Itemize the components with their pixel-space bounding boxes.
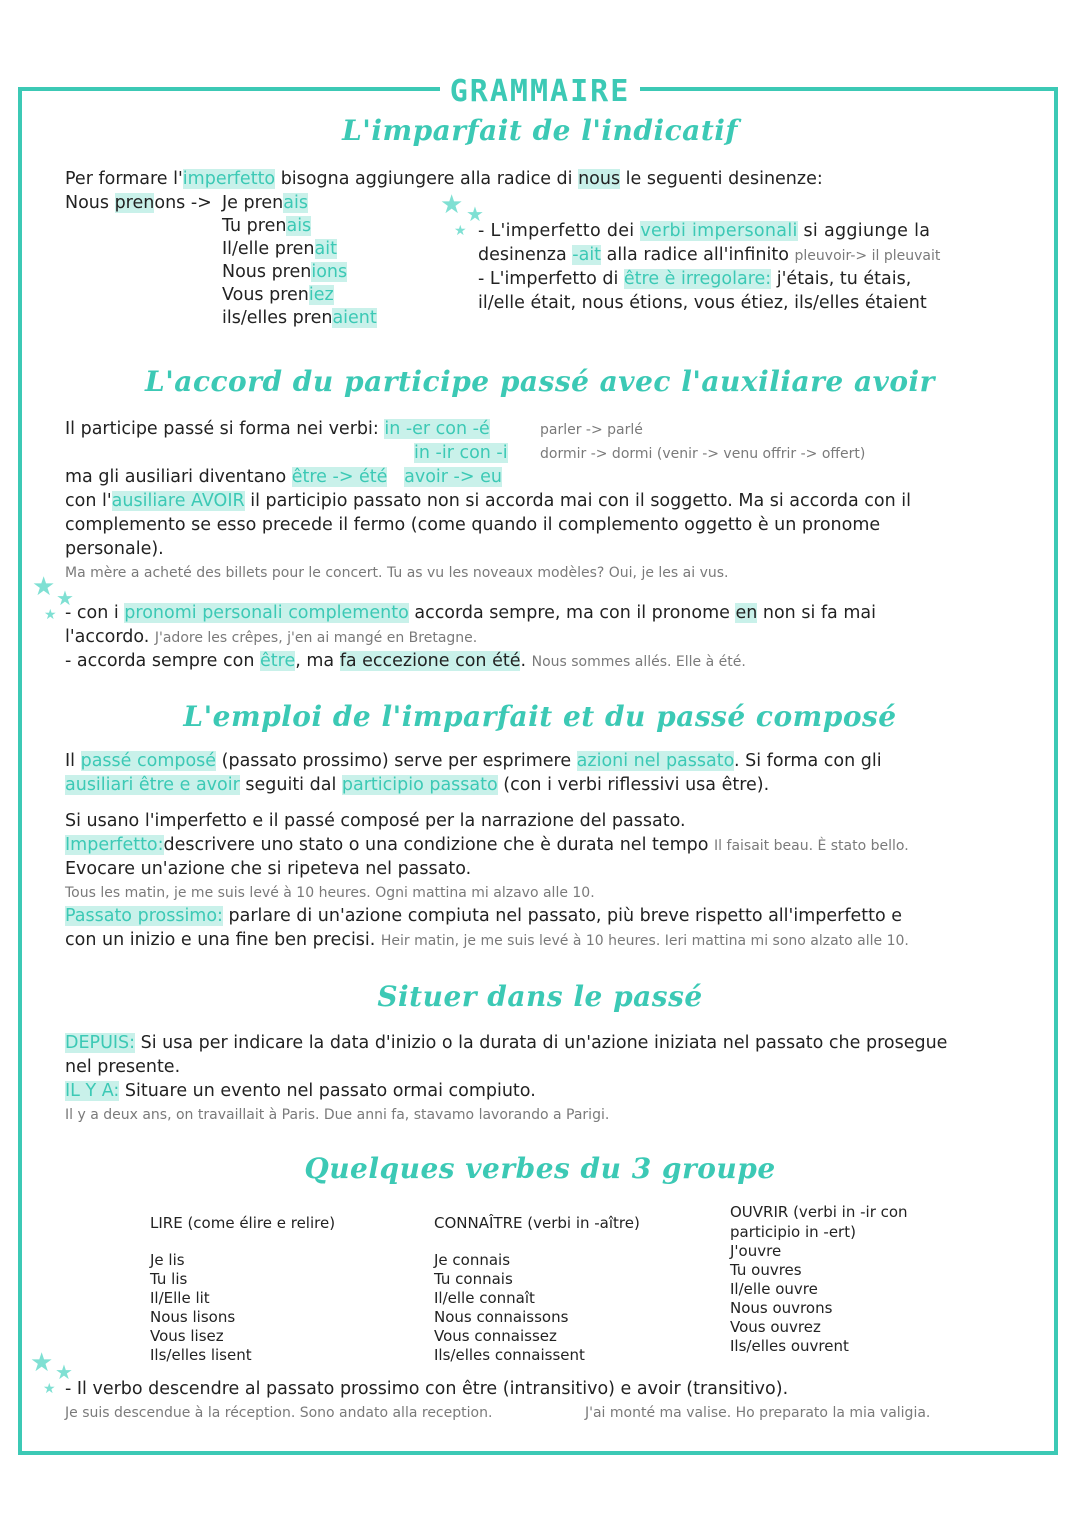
conj-row: Tu prenais: [222, 216, 312, 236]
star-icon: ★: [466, 202, 484, 226]
s3-passato-prossimo: Passato prossimo: parlare di un'azione compiuta nel passato, più breve rispetto all'imperfetto e: [65, 906, 903, 926]
verb-form: Je connais: [434, 1251, 511, 1269]
verb-column-title: participio in -ert): [730, 1223, 856, 1241]
s3-passato-line2: con un inizio e una fine ben precisi. Heir matin, je me suis levé à 10 heures. Ieri mattina mi sono alzato alle 10.: [65, 930, 909, 950]
s1-note2: desinenza -ait alla radice all'infinito pleuvoir-> il pleuvait: [478, 245, 941, 265]
s2-bullet3: - accorda sempre con être, ma fa eccezione con été. Nous sommes allés. Elle à été.: [65, 651, 746, 671]
verb-form: Ils/elles lisent: [150, 1346, 252, 1364]
conj-row: ils/elles prenaient: [222, 308, 377, 328]
verb-form: Il/elle connaît: [434, 1289, 535, 1307]
verb-column-lire: [150, 1212, 335, 1365]
verb-form: Nous connaissons: [434, 1308, 569, 1326]
s2-line2: in -ir con -i: [414, 443, 508, 463]
s2-line4: con l'ausiliare AVOIR il participio passato non si accorda mai con il soggetto. Ma si accorda con il: [65, 491, 911, 511]
s5-example-2: J'ai monté ma valise. Ho preparato la mia valigia.: [585, 1405, 931, 1421]
s3-para3: Si usano l'imperfetto e il passé composé per la narrazione del passato.: [65, 811, 686, 831]
conj-row: Vous preniez: [222, 285, 334, 305]
verb-form: Je lis: [150, 1251, 185, 1269]
s2-line5: complemento se esso precede il fermo (come quando il complemento oggetto è un pronome: [65, 515, 881, 535]
section-heading-emploi: L'emploi de l'imparfait et du passé composé: [183, 700, 897, 733]
verb-column-title: LIRE (come élire e relire): [150, 1214, 336, 1232]
s2-bullet2: l'accordo. J'adore les crêpes, j'en ai mangé en Bretagne.: [65, 627, 478, 647]
s4-depuis-line2: nel presente.: [65, 1057, 181, 1077]
s4-example: Il y a deux ans, on travaillait à Paris. Due anni fa, stavamo lavorando a Parigi.: [65, 1107, 610, 1123]
conjugation-list: [222, 192, 377, 330]
s3-para2: ausiliari être e avoir seguiti dal participio passato (con i verbi riflessivi usa être).: [65, 775, 770, 795]
verb-form: Il/Elle lit: [150, 1289, 210, 1307]
conj-row: Il/elle prenait: [222, 239, 337, 259]
s3-example-matin: Tous les matin, je me suis levé à 10 heures. Ogni mattina mi alzavo alle 10.: [65, 885, 595, 901]
s1-note4: il/elle était, nous étions, vous étiez, ils/elles étaient: [478, 293, 927, 313]
verb-column-title: CONNAÎTRE (verbi in -aître): [434, 1214, 640, 1232]
star-icon: ★: [44, 607, 57, 623]
s1-nous-line: Nous prenons ->: [65, 193, 212, 213]
s5-note: - Il verbo descendre al passato prossimo con être (intransitivo) e avoir (transitivo).: [65, 1379, 789, 1399]
section-heading-situer: Situer dans le passé: [377, 980, 703, 1013]
star-icon: ★: [56, 586, 74, 610]
s3-imperfetto: Imperfetto:descrivere uno stato o una condizione che è durata nel tempo Il faisait beau. È stato bello.: [65, 835, 909, 855]
verb-form: Nous ouvrons: [730, 1299, 833, 1317]
verb-form: Nous lisons: [150, 1308, 236, 1326]
s2-bullet1: - con i pronomi personali complemento accorda sempre, ma con il pronome en non si fa mai: [65, 603, 876, 623]
s2-example-parler: parler -> parlé: [540, 422, 643, 438]
s2-line1: Il participe passé si forma nei verbi: in -er con -é: [65, 419, 490, 439]
verb-form: Tu ouvres: [730, 1261, 802, 1279]
star-icon: ★: [30, 1348, 54, 1378]
verb-column-connaitre: [434, 1212, 640, 1365]
s2-example: Ma mère a acheté des billets pour le concert. Tu as vu les noveaux modèles? Oui, je les ai vus.: [65, 565, 729, 581]
verb-column-ouvrir: [730, 1202, 908, 1356]
star-icon: ★: [454, 223, 467, 239]
verb-form: Vous ouvrez: [730, 1318, 821, 1336]
verb-form: Vous connaissez: [434, 1327, 557, 1345]
conj-row: Je prenais: [222, 193, 308, 213]
star-icon: ★: [43, 1381, 56, 1397]
s1-intro: Per formare l'imperfetto bisogna aggiungere alla radice di nous le seguenti desinenze:: [65, 169, 823, 189]
verb-form: Ils/elles connaissent: [434, 1346, 585, 1364]
star-icon: ★: [32, 572, 56, 602]
s3-para1: Il passé composé (passato prossimo) serve per esprimere azioni nel passato. Si forma con gli: [65, 751, 882, 771]
verb-column-title: OUVRIR (verbi in -ir con: [730, 1203, 908, 1221]
verb-form: Tu lis: [150, 1270, 188, 1288]
s4-depuis: DEPUIS: Si usa per indicare la data d'inizio o la durata di un'azione iniziata nel passato che prosegue: [65, 1033, 948, 1053]
main-title: GRAMMAIRE: [440, 70, 640, 114]
verb-form: Ils/elles ouvrent: [730, 1337, 849, 1355]
section-heading-verbes: Quelques verbes du 3 groupe: [304, 1152, 776, 1185]
conj-row: Nous prenions: [222, 262, 348, 282]
section-heading-imparfait: L'imparfait de l'indicatif: [342, 114, 738, 147]
section-heading-accord: L'accord du participe passé avec l'auxiliare avoir: [145, 365, 935, 398]
s4-ilya: IL Y A: Situare un evento nel passato ormai compiuto.: [65, 1081, 536, 1101]
s3-evocare: Evocare un'azione che si ripeteva nel passato.: [65, 859, 472, 879]
s1-note1: - L'imperfetto dei verbi impersonali si aggiunge la: [478, 221, 931, 241]
s2-example-dormir: dormir -> dormi (venir -> venu offrir -> offert): [540, 446, 866, 462]
s1-note3: - L'imperfetto di être è irregolare: j'étais, tu étais,: [478, 269, 912, 289]
verb-form: Il/elle ouvre: [730, 1280, 818, 1298]
verb-form: Vous lisez: [150, 1327, 224, 1345]
star-icon: ★: [55, 1360, 73, 1384]
star-icon: ★: [440, 190, 464, 220]
verb-form: Tu connais: [434, 1270, 513, 1288]
s5-example-1: Je suis descendue à la réception. Sono andato alla reception.: [65, 1405, 493, 1421]
verb-form: J'ouvre: [730, 1242, 782, 1260]
s2-line3: ma gli ausiliari diventano être -> été avoir -> eu: [65, 467, 502, 487]
s2-line6: personale).: [65, 539, 164, 559]
